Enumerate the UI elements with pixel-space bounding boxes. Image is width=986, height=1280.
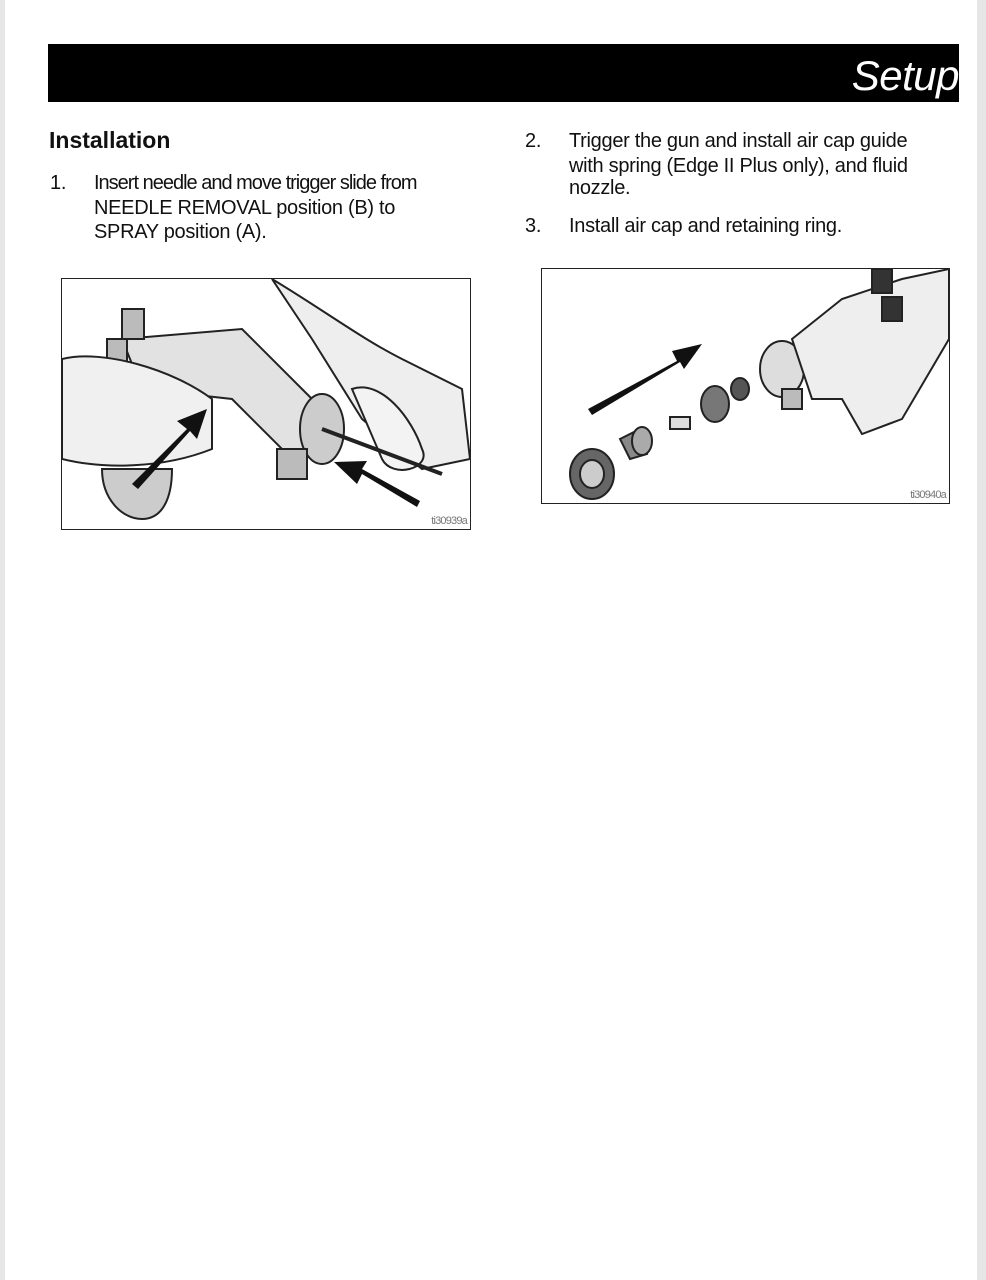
section-banner (48, 44, 959, 102)
step-1 (50, 171, 490, 246)
spray-gun-needle-illustration (62, 279, 470, 529)
step-text-line: Install air cap and retaining ring. (569, 215, 842, 237)
step-3 (525, 214, 965, 240)
step-text-line: nozzle. (569, 177, 631, 199)
step-text-line: Insert needle and move trigger slide from (94, 172, 417, 194)
document-page (5, 0, 977, 1280)
step-text-line: with spring (Edge II Plus only), and fluid (569, 154, 908, 177)
step-number: 3. (525, 215, 542, 237)
banner-title: Setup (851, 52, 959, 99)
figure-id: ti30939a (431, 515, 467, 527)
air-cap-exploded-illustration (542, 269, 949, 503)
figure-needle-installation (61, 278, 471, 530)
step-2 (525, 129, 965, 204)
step-number: 2. (525, 130, 542, 152)
figure-air-cap-installation (541, 268, 950, 504)
step-text-line: Trigger the gun and install air cap guide (569, 130, 908, 152)
section-heading: Installation (49, 127, 171, 153)
step-text-line: SPRAY position (A). (94, 221, 267, 243)
figure-id: ti30940a (910, 489, 946, 501)
step-text-line: NEEDLE REMOVAL position (B) to (94, 196, 396, 219)
step-number: 1. (50, 172, 67, 194)
